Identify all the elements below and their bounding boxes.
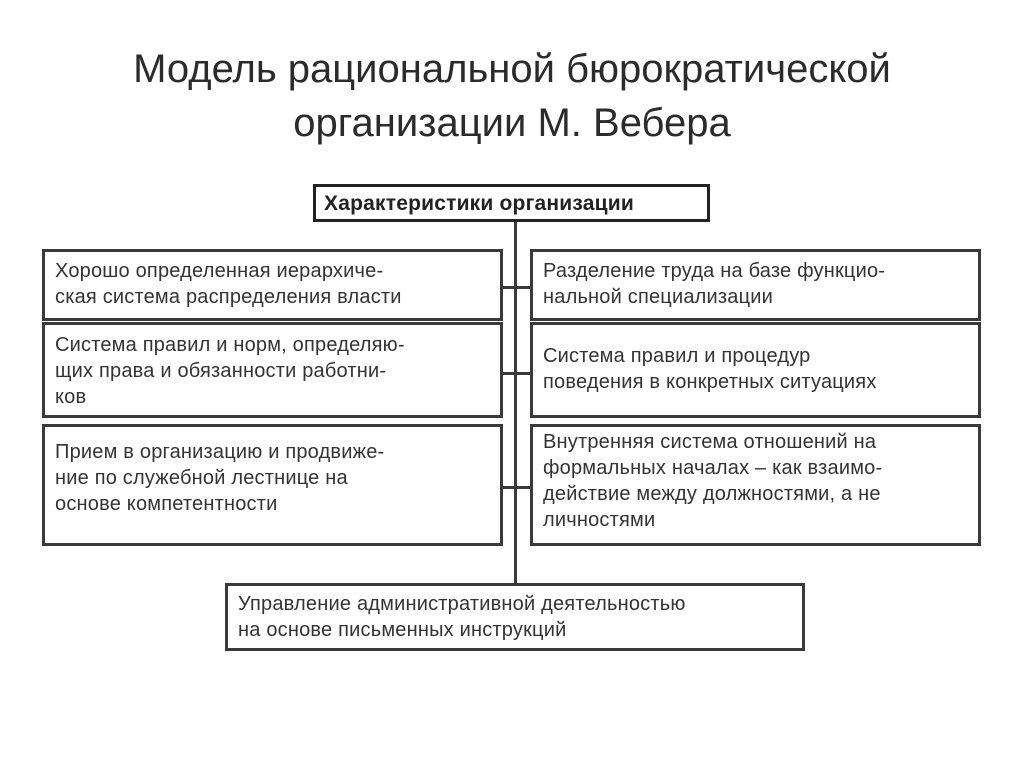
left-box-1-line-2: ская система распределения власти: [55, 286, 402, 308]
connector-right-3: [516, 486, 531, 489]
connector-left-3: [501, 486, 515, 489]
right-box-3-line-3: действие между должностями, а не: [543, 483, 881, 505]
right-box-1-line-2: нальной специализации: [543, 286, 773, 308]
right-box-2-line-1: Система правил и процедур: [543, 345, 811, 367]
left-box-2-line-2: щих права и обязанности работни-: [55, 360, 387, 382]
bottom-box-line-2: на основе письменных инструкций: [238, 619, 567, 641]
left-box-2-line-1: Система правил и норм, определяю-: [55, 334, 405, 356]
slide-title-line-1: Модель рациональной бюрократической: [133, 47, 891, 91]
right-box-2-line-2: поведения в конкретных ситуациях: [543, 371, 877, 393]
left-box-3-line-2: ние по служебной лестнице на: [55, 467, 348, 489]
slide-title-line-2: организации М. Вебера: [293, 101, 731, 145]
right-box-3-line-2: формальных началах – как взаимо-: [543, 457, 883, 479]
right-box-3: [530, 424, 981, 546]
connector-right-1: [516, 286, 531, 289]
right-box-2: [530, 322, 981, 418]
header-label: Характеристики организации: [324, 192, 634, 215]
bottom-box-line-1: Управление административной деятельностью: [238, 593, 686, 615]
right-box-1-line-1: Разделение труда на базе функцио-: [543, 260, 886, 282]
left-box-3: [42, 424, 503, 546]
left-box-1-line-1: Хорошо определенная иерархиче-: [55, 260, 384, 282]
right-box-1: [530, 249, 981, 321]
right-box-3-line-4: личностями: [543, 509, 656, 531]
left-box-1: [42, 249, 503, 321]
right-box-3-line-1: Внутренняя система отношений на: [543, 431, 877, 453]
left-box-2-line-3: ков: [55, 386, 87, 408]
connector-left-2: [501, 372, 515, 375]
left-box-3-line-3: основе компетентности: [55, 493, 278, 515]
central-connector: [514, 222, 517, 584]
bottom-box: [225, 583, 805, 651]
connector-right-2: [516, 372, 531, 375]
header-box: [313, 184, 710, 222]
connector-left-1: [501, 286, 515, 289]
left-box-3-line-1: Прием в организацию и продвиже-: [55, 441, 385, 463]
left-box-2: [42, 322, 503, 418]
